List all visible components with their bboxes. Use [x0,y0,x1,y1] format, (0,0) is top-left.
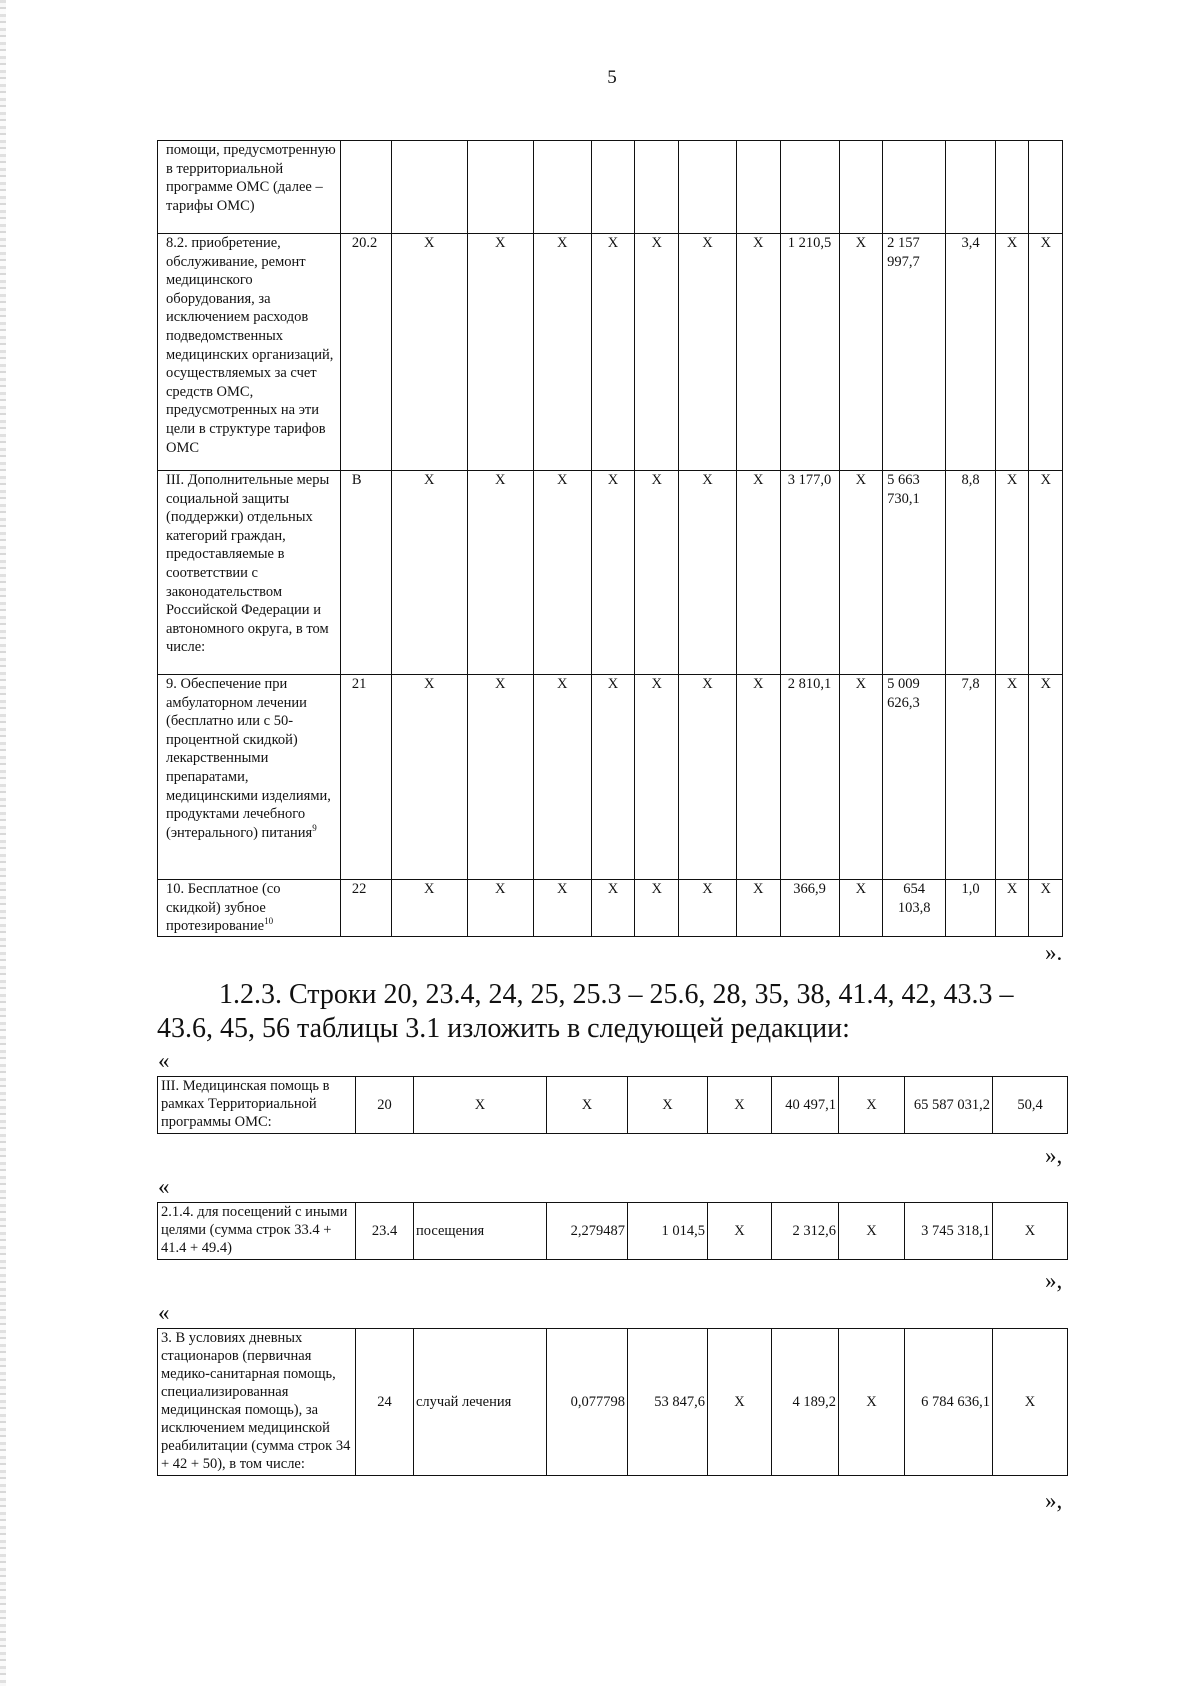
cell: Х [391,234,467,471]
cell: Х [993,1203,1068,1260]
cell: Х [1029,675,1063,880]
share-value: 1,0 [946,880,996,937]
row-name: 8.2. приобретение, обслуживание, ремонт медицинского оборудования, за исключением расходов подведомственных медицинских организаций, осуществляемых за счет средств ОМС, предусмотренных на эти цели в структуре тарифов ОМС [158,234,341,471]
share-value: 50,4 [993,1077,1068,1134]
opening-quote: « [158,1300,170,1325]
cell: Х [839,234,883,471]
cell: Х [708,1077,772,1134]
cell: Х [628,1077,708,1134]
closing-quote: », [1045,1143,1063,1168]
cell: Х [995,675,1029,880]
cell: Х [533,675,591,880]
cell: Х [1029,471,1063,675]
line-number: 22 [340,880,391,937]
cell: Х [1029,234,1063,471]
norm-value: 2,279487 [547,1203,628,1260]
per-capita-value: 4 189,2 [772,1329,839,1476]
cell: Х [591,234,635,471]
line-number: В [340,471,391,675]
cell: Х [736,880,780,937]
cell: Х [467,234,533,471]
table-row [158,1203,1068,1260]
opening-quote: « [158,1048,170,1073]
cell: Х [533,880,591,937]
cell: Х [995,471,1029,675]
share-value: 7,8 [946,675,996,880]
cell: Х [679,471,737,675]
table-row [158,675,1063,880]
footnote-marker: 9 [312,822,317,833]
cell: Х [679,675,737,880]
per-capita-value: 40 497,1 [772,1077,839,1134]
table-row-24 [157,1328,1068,1476]
per-capita-value: 2 810,1 [780,675,839,880]
line-number: 21 [340,675,391,880]
row-name: 10. Бесплатное (со скидкой) зубное протезирование$^{10}$ [158,880,341,937]
cell: Х [839,471,883,675]
footnote-marker: 10 [264,916,274,927]
per-capita-value: 3 177,0 [780,471,839,675]
cell: Х [391,880,467,937]
cell: Х [708,1203,772,1260]
table-row-20 [157,1076,1068,1134]
table-row [158,1329,1068,1476]
table-row [158,234,1063,471]
closing-quote: ». [1045,940,1063,965]
cell: Х [993,1329,1068,1476]
cell: Х [591,880,635,937]
total-value: 3 745 318,1 [905,1203,993,1260]
cell: Х [635,880,679,937]
total-value: 2 157 997,7 [883,234,946,471]
cell: Х [1029,880,1063,937]
cell: Х [547,1077,628,1134]
share-value: 8,8 [946,471,996,675]
cell: Х [533,234,591,471]
row-name: III. Медицинская помощь в рамках Территориальной программы ОМС: [158,1077,356,1134]
closing-quote: », [1045,1488,1063,1513]
closing-quote: », [1045,1268,1063,1293]
line-number: 20 [356,1077,414,1134]
per-capita-value: 2 312,6 [772,1203,839,1260]
cell: Х [736,675,780,880]
cell: Х [839,1329,905,1476]
norm-value: 0,077798 [547,1329,628,1476]
cell: Х [839,1203,905,1260]
row-name: III. Дополнительные меры социальной защиты (поддержки) отдельных категорий граждан, предоставляемые в соответствии с законодательством Российской Федерации и автономного округа, в том числе: [158,471,341,675]
cell: Х [839,675,883,880]
row-name: 2.1.4. для посещений с иными целями (сумма строк 33.4 + 41.4 + 49.4) [158,1203,356,1260]
cell: Х [995,880,1029,937]
amendment-paragraph: 1.2.3. Строки 20, 23.4, 24, 25, 25.3 – 25.6, 28, 35, 38, 41.4, 42, 43.3 – 43.6, 45, 56 таблицы 3.1 изложить в следующей редакции: [157,979,1014,1044]
cell: Х [736,234,780,471]
line-number: 24 [356,1329,414,1476]
cost-value: 1 014,5 [628,1203,708,1260]
line-number: 23.4 [356,1203,414,1260]
cell: Х [467,880,533,937]
row-name: 3. В условиях дневных стационаров (первичная медико-санитарная помощь, специализированная медицинская помощь), за исключением медицинской реабилитации (сумма строк 34 + 42 + 50), в том числе: [158,1329,356,1476]
cell: Х [391,675,467,880]
cell: Х [679,880,737,937]
per-capita-value: 366,9 [780,880,839,937]
cell: Х [708,1329,772,1476]
total-value: 6 784 636,1 [905,1329,993,1476]
page-number: 5 [607,67,617,88]
share-value: 3,4 [946,234,996,471]
unit: посещения [414,1203,547,1260]
cell: Х [635,471,679,675]
budget-table-continued [157,140,1063,937]
cell: Х [635,234,679,471]
cell: Х [391,471,467,675]
table-row [158,1077,1068,1134]
cell: Х [736,471,780,675]
cell: Х [839,880,883,937]
cell: Х [467,471,533,675]
scan-edge-artifact [0,0,6,1686]
cell: Х [679,234,737,471]
cell: Х [467,675,533,880]
cost-value: 53 847,6 [628,1329,708,1476]
total-value: 5 663 730,1 [883,471,946,675]
total-value: 5 009 626,3 [883,675,946,880]
cell: Х [839,1077,905,1134]
table-row [158,880,1063,937]
row-name: помощи, предусмотренную в территориальной программе ОМС (далее – тарифы ОМС) [158,141,341,234]
cell: Х [995,234,1029,471]
unit: случай лечения [414,1329,547,1476]
row-name: 9. Обеспечение при амбулаторном лечении (бесплатно или с 50-процентной скидкой) лекарственными препаратами, медицинскими изделиями, продуктами лечебного (энтерального) питания$^9$ [158,675,341,880]
cell: Х [635,675,679,880]
table-row [158,471,1063,675]
cell: Х [591,675,635,880]
table-row [158,141,1063,234]
table-row-23-4 [157,1202,1068,1260]
opening-quote: « [158,1174,170,1199]
per-capita-value: 1 210,5 [780,234,839,471]
total-value: 65 587 031,2 [905,1077,993,1134]
line-number: 20.2 [340,234,391,471]
cell: Х [533,471,591,675]
cell: Х [414,1077,547,1134]
total-value: 654 103,8 [883,880,946,937]
cell: Х [591,471,635,675]
